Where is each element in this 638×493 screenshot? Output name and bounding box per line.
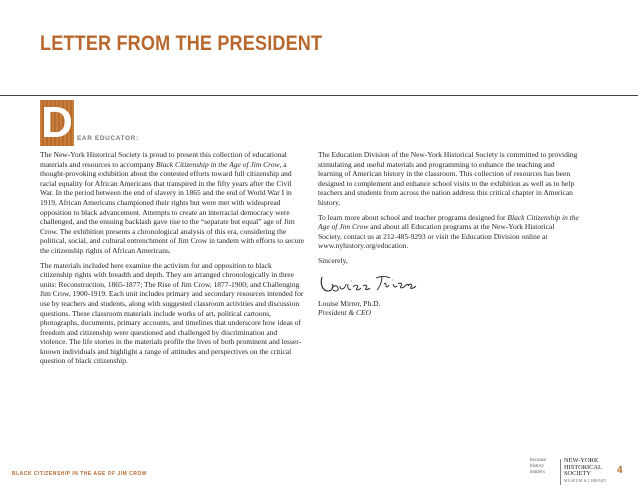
logo-line: HISTORICAL [564,463,602,471]
exhibition-title-italic: Black Citizenship in the Age of Jim Crow [318,212,579,232]
logo-tagline [530,458,558,476]
logo-wordmark [564,458,622,484]
intro-paragraph [40,150,306,256]
tagline-line: history [530,464,544,469]
text-run: and about all Education programs at the New-York Historical Society, contact us at 212-485-9293 or visit the Education Division online at www.nyhistory.org/education. [318,222,555,251]
tagline-line: matters [530,470,545,475]
text-run: The New-York Historical Society is proud to present this collection of educational materials and resources to accompany [40,150,287,169]
logo-divider [560,459,561,485]
right-column [318,150,580,318]
logo-subtitle: MUSEUM & LIBRARY [564,478,607,483]
tagline-line: because [530,458,547,463]
salutation: EAR EDUCATOR: [77,135,139,142]
contact-paragraph [318,213,580,251]
signer-title: President & CEO [318,308,372,318]
text-run: The Education Division of the New-York Historical Society is committed to providing stimulating and useful materials and programming to enhance the teaching and learning of American history in the classroom. This collection of resources has been designed to complement and enhance school visits to the exhibition as well as to help teachers and students from across the nation address this critical chapter in American history. [318,150,578,207]
footer-publication-title: BLACK CITIZENSHIP IN THE AGE OF JIM CROW [12,471,148,477]
logo-line: NEW-YORK [564,457,599,464]
nyhs-logo [530,458,622,488]
text-run: To learn more about school and teacher programs designed for [318,212,508,222]
text-run: , a thought-provoking exhibition about the contested efforts toward full citizenship and racial equality for African Americans that transpired in the fifty years after the Civil War. In the period between the end of slavery in 1865 and the end of World War I in 1919, African Americans championed their rights but were met with widespread opposition to black advancement. Attempts to create an interracial democracy were challenged, and the ensuing backlash gave rise to the “separate but equal” age of Jim Crow. The exhibition presents a chronological analysis of this era, considering the political, social, and cultural entrenchment of Jim Crow in tandem with efforts to secure the citizenship rights of African Americans. [40,159,305,255]
education-paragraph [318,150,580,208]
header-divider [0,95,638,96]
logo-line: SOCIETY [564,470,591,478]
page-title: LETTER FROM THE PRESIDENT [40,32,323,55]
signer-name: Louise Mirrer, Ph.D. [318,298,381,308]
signature-image [318,273,458,297]
closing: Sincerely, [318,255,348,265]
exhibition-title-italic: Black Citizenship in the Age of Jim Crow [156,159,280,169]
drop-cap: D [41,98,73,147]
text-run: The materials included here examine the activism for and opposition to black citizenship rights with breadth and depth. They are arranged chronologically in three units: Reconstruction, 1865-1877; The Rise of Jim Crow, 1877-1900; and Challenging Jim Crow, 1900-1919. Each unit includes primary and secondary resources intended for use by teachers and students, along with suggested classroom activities and discussion questions. These classroom materials include works of art, political cartoons, photographs, documents, primary accounts, and timelines that underscore how ideas of freedom and citizenship were questioned and challenged by discrimination and violence. The life stories in the materials profile the lives of both prominent and lesser-known individuals and highlight a range of attitudes and perspectives on the critical question of black citizenship. [40,260,304,366]
page-number: 4 [617,465,623,476]
materials-paragraph [40,261,306,367]
left-column [40,150,306,371]
